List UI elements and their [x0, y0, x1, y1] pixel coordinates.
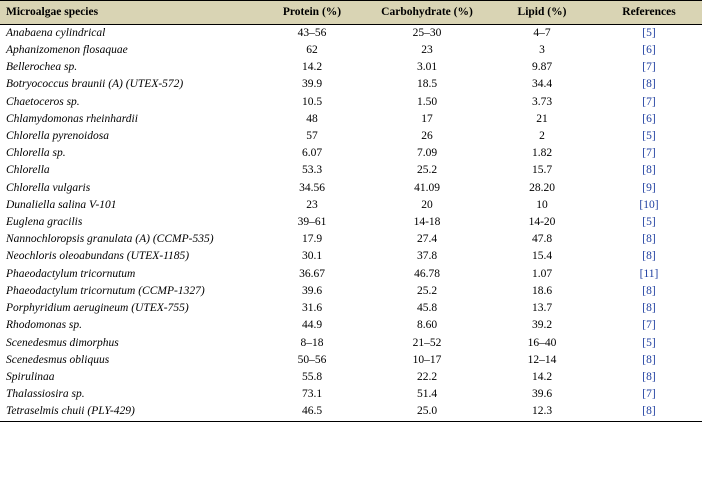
cell-lipid: 47.8 [531, 233, 553, 246]
cell-species: Phaeodactylum tricornutum [6, 267, 136, 280]
column-header-species: Microalgae species [0, 1, 258, 25]
table-row [0, 352, 702, 369]
cell-species: Botryococcus braunii (A) (UTEX-572) [6, 78, 184, 91]
cell-species: Neochloris oleoabundans (UTEX-1185) [6, 250, 190, 263]
cell-protein: 34.56 [299, 181, 325, 194]
cell-species: Aphanizomenon flosaquae [6, 43, 128, 56]
cell-species: Anabaena cylindrical [6, 26, 106, 39]
cell-lipid: 9.87 [531, 61, 553, 74]
table-row [0, 386, 702, 403]
cell-protein: 50–56 [297, 353, 327, 366]
cell-carbohydrate: 25.2 [416, 284, 438, 297]
cell-lipid: 18.6 [531, 284, 553, 297]
cell-carbohydrate: 41.09 [414, 181, 440, 194]
table-row [0, 300, 702, 317]
cell-species: Chlorella sp. [6, 147, 66, 160]
cell-reference[interactable]: [6] [642, 112, 656, 125]
cell-lipid: 15.4 [531, 250, 553, 263]
cell-species: Porphyridium aerugineum (UTEX-755) [6, 302, 189, 315]
column-header-lipid: Lipid (%) [488, 1, 596, 25]
table-row [0, 42, 702, 59]
cell-reference[interactable]: [5] [642, 129, 656, 142]
cell-species: Chlamydomonas rheinhardii [6, 112, 138, 125]
cell-protein: 39–61 [297, 216, 327, 229]
cell-lipid: 39.2 [531, 319, 553, 332]
cell-protein: 14.2 [301, 61, 323, 74]
table-row [0, 335, 702, 352]
cell-species: Chlorella [6, 164, 50, 177]
cell-carbohydrate: 45.8 [416, 302, 438, 315]
cell-lipid: 4–7 [533, 26, 551, 39]
table-header [0, 1, 702, 25]
table-row [0, 94, 702, 111]
cell-reference[interactable]: [7] [642, 147, 656, 160]
cell-reference[interactable]: [8] [642, 302, 656, 315]
cell-reference[interactable]: [5] [642, 26, 656, 39]
table-row [0, 180, 702, 197]
cell-protein: 23 [306, 198, 318, 211]
cell-protein: 36.67 [299, 267, 325, 280]
cell-species: Bellerochea sp. [6, 61, 78, 74]
table-row [0, 231, 702, 248]
cell-lipid: 39.6 [531, 388, 553, 401]
cell-lipid: 3.73 [531, 95, 553, 108]
table-row [0, 214, 702, 231]
cell-species: Rhodomonas sp. [6, 319, 83, 332]
cell-reference[interactable]: [5] [642, 216, 656, 229]
table-row [0, 283, 702, 300]
cell-species: Phaeodactylum tricornutum (CCMP-1327) [6, 284, 205, 297]
cell-carbohydrate: 10–17 [412, 353, 442, 366]
cell-lipid: 34.4 [531, 78, 553, 91]
cell-lipid: 1.07 [531, 267, 553, 280]
cell-protein: 10.5 [301, 95, 323, 108]
column-header-protein: Protein (%) [258, 1, 366, 25]
cell-lipid: 28.20 [529, 181, 555, 194]
table-row [0, 369, 702, 386]
cell-lipid: 2 [539, 129, 545, 142]
cell-protein: 48 [306, 112, 318, 125]
cell-reference[interactable]: [7] [642, 319, 656, 332]
cell-reference[interactable]: [11] [639, 267, 659, 280]
cell-lipid: 10 [536, 198, 548, 211]
cell-lipid: 16–40 [527, 336, 557, 349]
table-row [0, 24, 702, 42]
cell-reference[interactable]: [8] [642, 353, 656, 366]
cell-protein: 46.5 [258, 403, 366, 421]
cell-carbohydrate: 26 [421, 129, 433, 142]
cell-carbohydrate: 1.50 [416, 95, 438, 108]
cell-carbohydrate: 7.09 [416, 147, 438, 160]
cell-carbohydrate: 18.5 [416, 78, 438, 91]
cell-carbohydrate: 21–52 [412, 336, 442, 349]
table-row [0, 317, 702, 334]
cell-protein: 57 [306, 129, 318, 142]
cell-species: Spirulinaa [6, 371, 55, 384]
cell-carbohydrate: 25.2 [416, 164, 438, 177]
cell-protein: 8–18 [300, 336, 324, 349]
cell-species: Scenedesmus obliquus [6, 353, 110, 366]
cell-carbohydrate: 25.0 [366, 403, 488, 421]
table-row [0, 76, 702, 93]
cell-reference[interactable]: [8] [642, 78, 656, 91]
cell-reference[interactable]: [6] [642, 43, 656, 56]
cell-lipid: 21 [536, 112, 548, 125]
cell-reference[interactable]: [7] [642, 95, 656, 108]
cell-reference[interactable]: [5] [642, 336, 656, 349]
cell-reference[interactable]: [10] [639, 198, 659, 211]
cell-reference[interactable]: [8] [642, 371, 656, 384]
cell-protein: 39.6 [301, 284, 323, 297]
cell-reference[interactable]: [9] [642, 181, 656, 194]
table-row [0, 145, 702, 162]
cell-reference[interactable]: [8] [642, 233, 656, 246]
cell-species: Thalassiosira sp. [6, 388, 85, 401]
column-header-carbohydrate: Carbohydrate (%) [366, 1, 488, 25]
table-header-row [0, 1, 702, 25]
cell-carbohydrate: 8.60 [416, 319, 438, 332]
table-row [0, 111, 702, 128]
cell-lipid: 14-20 [528, 216, 556, 229]
cell-protein: 53.3 [301, 164, 323, 177]
cell-protein: 44.9 [301, 319, 323, 332]
cell-species: Chaetoceros sp. [6, 95, 80, 108]
table-row [0, 266, 702, 283]
cell-reference[interactable]: [7] [642, 388, 656, 401]
cell-reference[interactable]: [8] [642, 250, 656, 263]
cell-species: Dunaliella salina V-101 [6, 198, 117, 211]
cell-carbohydrate: 20 [421, 198, 433, 211]
cell-carbohydrate: 51.4 [416, 388, 438, 401]
cell-reference[interactable]: [8] [596, 403, 702, 421]
cell-species: Chlorella pyrenoidosa [6, 129, 109, 142]
cell-species: Chlorella vulgaris [6, 181, 91, 194]
cell-species: Euglena gracilis [6, 216, 83, 229]
cell-protein: 43–56 [297, 26, 327, 39]
cell-carbohydrate: 27.4 [416, 233, 438, 246]
cell-species: Tetraselmis chuii (PLY-429) [0, 403, 258, 421]
table-row [0, 128, 702, 145]
cell-reference[interactable]: [8] [642, 164, 656, 177]
table-row [0, 197, 702, 214]
cell-carbohydrate: 46.78 [414, 267, 440, 280]
cell-lipid: 1.82 [531, 147, 553, 160]
cell-protein: 73.1 [301, 388, 323, 401]
cell-protein: 39.9 [301, 78, 323, 91]
table-row [0, 403, 702, 421]
cell-carbohydrate: 3.01 [416, 61, 438, 74]
column-header-references: References [596, 1, 702, 25]
cell-protein: 30.1 [301, 250, 323, 263]
cell-protein: 62 [306, 43, 318, 56]
cell-protein: 55.8 [301, 371, 323, 384]
table-body [0, 24, 702, 421]
cell-carbohydrate: 25–30 [412, 26, 442, 39]
cell-lipid: 3 [539, 43, 545, 56]
cell-lipid: 15.7 [531, 164, 553, 177]
table-row [0, 162, 702, 179]
cell-carbohydrate: 22.2 [416, 371, 438, 384]
table-row [0, 59, 702, 76]
cell-lipid: 13.7 [531, 302, 553, 315]
cell-species: Nannochloropsis granulata (A) (CCMP-535) [6, 233, 214, 246]
cell-protein: 6.07 [301, 147, 323, 160]
cell-lipid: 12.3 [488, 403, 596, 421]
cell-carbohydrate: 37.8 [416, 250, 438, 263]
cell-carbohydrate: 14-18 [413, 216, 441, 229]
cell-lipid: 14.2 [531, 371, 553, 384]
table-row [0, 248, 702, 265]
cell-protein: 31.6 [301, 302, 323, 315]
cell-protein: 17.9 [301, 233, 323, 246]
cell-species: Scenedesmus dimorphus [6, 336, 119, 349]
cell-carbohydrate: 23 [421, 43, 433, 56]
cell-carbohydrate: 17 [421, 112, 433, 125]
cell-reference[interactable]: [8] [642, 284, 656, 297]
cell-lipid: 12–14 [527, 353, 557, 366]
cell-reference[interactable]: [7] [642, 61, 656, 74]
